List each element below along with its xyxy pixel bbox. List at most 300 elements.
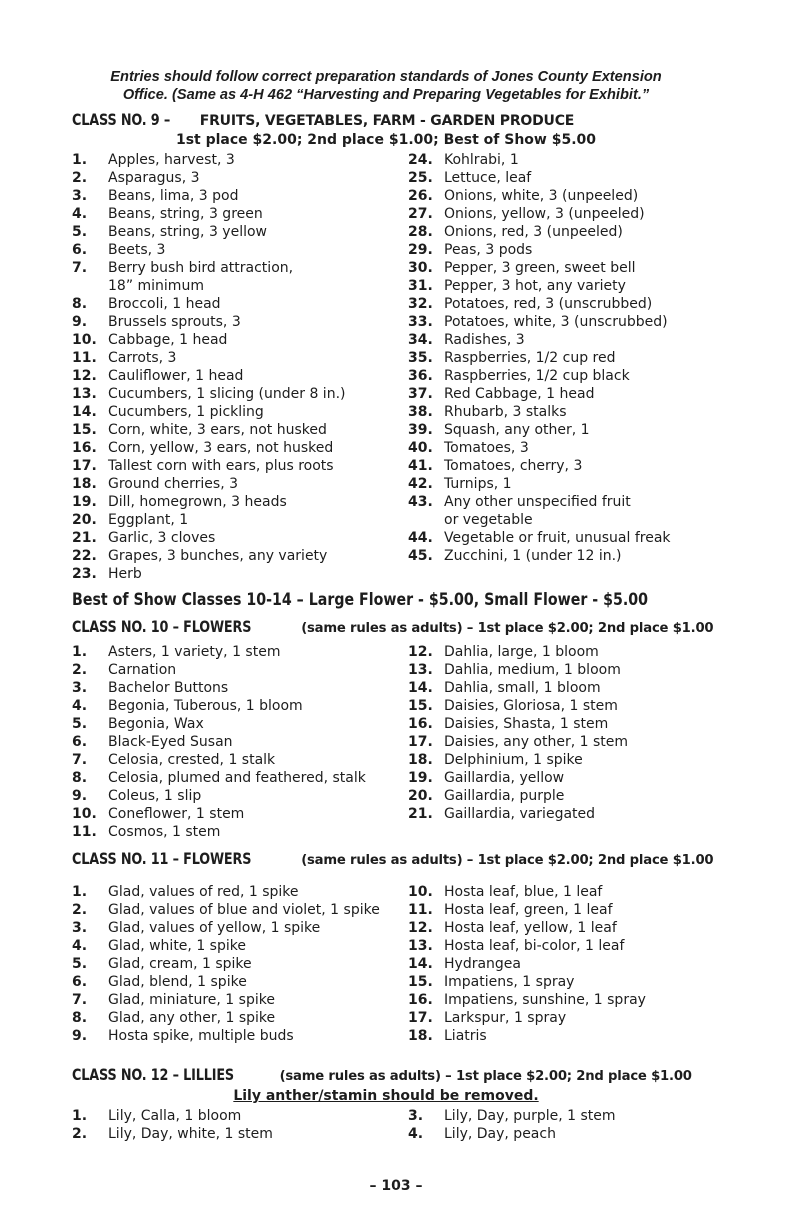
item-label: Hosta leaf, bi-color, 1 leaf — [444, 938, 625, 954]
item-label: Onions, yellow, 3 (unpeeled) — [444, 206, 645, 222]
item-label: Corn, yellow, 3 ears, not husked — [108, 440, 334, 456]
list-item — [72, 769, 408, 787]
list-item — [408, 805, 700, 823]
list-item — [408, 511, 700, 529]
item-number: 26. — [408, 188, 433, 204]
item-label: Beets, 3 — [108, 242, 166, 258]
item-number: 3. — [72, 680, 88, 696]
item-label: Ground cherries, 3 — [108, 476, 238, 492]
list-item — [408, 241, 700, 259]
item-number: 29. — [408, 242, 433, 258]
item-label: Glad, values of red, 1 spike — [108, 884, 299, 900]
item-number: 23. — [72, 566, 97, 582]
item-number: 17. — [408, 734, 433, 750]
list-item — [408, 529, 700, 547]
list-item — [72, 733, 408, 751]
list-item — [72, 1027, 408, 1045]
item-number: 1. — [72, 1108, 88, 1124]
class-12-rules: (same rules as adults) – 1st place $2.00; 2nd place $1.00 — [279, 1069, 692, 1084]
item-number: 4. — [72, 938, 88, 954]
item-label: Lily, Day, peach — [444, 1126, 556, 1142]
item-label: Hydrangea — [444, 956, 521, 972]
list-item — [408, 1009, 700, 1027]
item-number: 3. — [408, 1108, 424, 1124]
list-item — [408, 493, 700, 511]
item-label: Cucumbers, 1 pickling — [108, 404, 264, 420]
item-label: Tomatoes, 3 — [444, 440, 529, 456]
list-item — [408, 169, 700, 187]
item-label: Cosmos, 1 stem — [108, 824, 221, 840]
item-label: Kohlrabi, 1 — [444, 152, 519, 168]
item-number: 33. — [408, 314, 433, 330]
item-label: Lily, Day, purple, 1 stem — [444, 1108, 616, 1124]
item-number: 2. — [72, 662, 88, 678]
item-number: 7. — [72, 260, 88, 276]
item-label: Glad, values of blue and violet, 1 spike — [108, 902, 380, 918]
item-label: Onions, white, 3 (unpeeled) — [444, 188, 639, 204]
item-label: Broccoli, 1 head — [108, 296, 221, 312]
item-number: 5. — [72, 716, 88, 732]
item-number: 22. — [72, 548, 97, 564]
item-label: Lettuce, leaf — [444, 170, 532, 186]
item-label: Squash, any other, 1 — [444, 422, 590, 438]
item-label: Bachelor Buttons — [108, 680, 229, 696]
class-9-left-column — [72, 151, 408, 583]
list-item — [408, 403, 700, 421]
list-item — [72, 241, 408, 259]
item-number: 3. — [72, 188, 88, 204]
item-number: 14. — [72, 404, 97, 420]
class-11-heading — [72, 849, 714, 871]
list-item — [72, 547, 408, 565]
item-label: Raspberries, 1/2 cup black — [444, 368, 630, 384]
list-item — [72, 151, 408, 169]
item-label: Any other unspecified fruit — [444, 494, 631, 510]
item-number: 13. — [408, 662, 433, 678]
item-number: 13. — [408, 938, 433, 954]
item-label: Onions, red, 3 (unpeeled) — [444, 224, 623, 240]
item-label: Black-Eyed Susan — [108, 734, 233, 750]
item-number: 37. — [408, 386, 433, 402]
item-number: 10. — [72, 332, 97, 348]
item-number: 11. — [72, 350, 97, 366]
item-number: 39. — [408, 422, 433, 438]
list-item — [408, 385, 700, 403]
list-item — [408, 937, 700, 955]
item-number: 15. — [408, 698, 433, 714]
list-item — [72, 1107, 408, 1125]
item-number: 10. — [408, 884, 433, 900]
item-label: Pepper, 3 hot, any variety — [444, 278, 626, 294]
item-label: Hosta leaf, blue, 1 leaf — [444, 884, 603, 900]
item-number: 17. — [72, 458, 97, 474]
item-label: Carnation — [108, 662, 177, 678]
class-10-list — [72, 643, 700, 841]
class-9-list — [72, 151, 700, 583]
item-label: Eggplant, 1 — [108, 512, 189, 528]
class-12-label: CLASS NO. 12 – LILLIES — [72, 1065, 234, 1084]
item-label: Lily, Day, white, 1 stem — [108, 1126, 273, 1142]
list-item — [408, 883, 700, 901]
item-label: Glad, any other, 1 spike — [108, 1010, 276, 1026]
class-12-note: Lily anther/stamin should be removed. — [233, 1088, 539, 1104]
item-number: 11. — [408, 902, 433, 918]
item-label: Brussels sprouts, 3 — [108, 314, 241, 330]
class-11-left-column — [72, 883, 408, 1045]
item-label: Glad, blend, 1 spike — [108, 974, 247, 990]
list-item — [408, 151, 700, 169]
item-number: 12. — [408, 644, 433, 660]
item-label: Peas, 3 pods — [444, 242, 533, 258]
item-label: Radishes, 3 — [444, 332, 525, 348]
item-label: Rhubarb, 3 stalks — [444, 404, 567, 420]
list-item — [408, 277, 700, 295]
list-item — [72, 493, 408, 511]
best-of-show-heading: Best of Show Classes 10-14 – Large Flower - $5.00, Small Flower - $5.00 — [72, 590, 649, 609]
item-number: 4. — [72, 698, 88, 714]
item-number: 21. — [408, 806, 433, 822]
list-item — [72, 1125, 408, 1143]
list-item — [408, 661, 700, 679]
item-number: 12. — [72, 368, 97, 384]
item-label: Cauliflower, 1 head — [108, 368, 244, 384]
list-item — [72, 313, 408, 331]
list-item — [408, 715, 700, 733]
item-number: 45. — [408, 548, 433, 564]
list-item — [72, 973, 408, 991]
item-number: 13. — [72, 386, 97, 402]
item-number: 12. — [408, 920, 433, 936]
item-label: Potatoes, red, 3 (unscrubbed) — [444, 296, 653, 312]
item-label: Apples, harvest, 3 — [108, 152, 235, 168]
item-number: 5. — [72, 224, 88, 240]
item-number: 43. — [408, 494, 433, 510]
item-number: 20. — [72, 512, 97, 528]
item-label: Daisies, any other, 1 stem — [444, 734, 629, 750]
list-item — [72, 475, 408, 493]
list-item — [408, 769, 700, 787]
item-number: 6. — [72, 974, 88, 990]
list-item — [408, 733, 700, 751]
item-label: Begonia, Wax — [108, 716, 204, 732]
list-item — [408, 223, 700, 241]
list-item — [408, 787, 700, 805]
list-item — [408, 1027, 700, 1045]
class-12-list — [72, 1107, 700, 1143]
item-label: Impatiens, 1 spray — [444, 974, 575, 990]
list-item — [72, 187, 408, 205]
list-item — [72, 883, 408, 901]
list-item — [72, 823, 408, 841]
list-item — [408, 973, 700, 991]
intro-line-2: Office. (Same as 4-H 462 “Harvesting and Preparing Vegetables for Exhibit.” — [122, 87, 650, 103]
item-number: 1. — [72, 152, 88, 168]
item-number: 36. — [408, 368, 433, 384]
list-item — [408, 457, 700, 475]
item-label: Celosia, plumed and feathered, stalk — [108, 770, 366, 786]
list-item — [72, 403, 408, 421]
list-item — [72, 349, 408, 367]
list-item — [72, 205, 408, 223]
list-item — [408, 187, 700, 205]
list-item — [408, 421, 700, 439]
item-label: Tomatoes, cherry, 3 — [444, 458, 583, 474]
item-number: 7. — [72, 752, 88, 768]
item-label: Daisies, Gloriosa, 1 stem — [444, 698, 618, 714]
class-9-heading — [72, 110, 700, 131]
list-item — [408, 367, 700, 385]
item-number: 14. — [408, 956, 433, 972]
list-item — [72, 751, 408, 769]
item-label: Celosia, crested, 1 stalk — [108, 752, 276, 768]
item-label: Grapes, 3 bunches, any variety — [108, 548, 328, 564]
item-label: Red Cabbage, 1 head — [444, 386, 595, 402]
item-number: 19. — [72, 494, 97, 510]
item-label: Lily, Calla, 1 bloom — [108, 1108, 242, 1124]
class-9-label: CLASS NO. 9 – — [72, 110, 171, 129]
list-item — [72, 643, 408, 661]
item-number: 3. — [72, 920, 88, 936]
page-number: – 103 – — [369, 1178, 423, 1194]
item-label: Tallest corn with ears, plus roots — [108, 458, 334, 474]
list-item — [72, 331, 408, 349]
item-number: 16. — [408, 992, 433, 1008]
item-label: Carrots, 3 — [108, 350, 177, 366]
list-item — [72, 715, 408, 733]
item-label: Hosta spike, multiple buds — [108, 1028, 294, 1044]
item-number: 28. — [408, 224, 433, 240]
list-item — [72, 679, 408, 697]
item-number: 18. — [72, 476, 97, 492]
item-number: 15. — [72, 422, 97, 438]
item-number: 2. — [72, 170, 88, 186]
item-label: Delphinium, 1 spike — [444, 752, 583, 768]
item-number: 44. — [408, 530, 433, 546]
item-number: 4. — [408, 1126, 424, 1142]
item-label: or vegetable — [444, 512, 533, 528]
class-9-prizes: 1st place $2.00; 2nd place $1.00; Best of Show $5.00 — [175, 132, 597, 148]
class-10-left-column — [72, 643, 408, 841]
item-number: 11. — [72, 824, 97, 840]
item-label: Asparagus, 3 — [108, 170, 200, 186]
item-number: 24. — [408, 152, 433, 168]
page-content — [72, 68, 714, 1143]
list-item — [72, 565, 408, 583]
list-item — [72, 295, 408, 313]
item-label: Cucumbers, 1 slicing (under 8 in.) — [108, 386, 346, 402]
list-item — [72, 787, 408, 805]
class-11-label: CLASS NO. 11 – FLOWERS — [72, 849, 252, 868]
item-number: 9. — [72, 314, 88, 330]
item-label: Glad, cream, 1 spike — [108, 956, 252, 972]
item-label: Dill, homegrown, 3 heads — [108, 494, 287, 510]
item-label: Cabbage, 1 head — [108, 332, 228, 348]
list-item — [72, 991, 408, 1009]
list-item — [72, 367, 408, 385]
list-item — [72, 277, 408, 295]
list-item — [408, 679, 700, 697]
class-11-rules: (same rules as adults) – 1st place $2.00; 2nd place $1.00 — [301, 853, 714, 868]
item-label: Hosta leaf, yellow, 1 leaf — [444, 920, 617, 936]
item-label: Corn, white, 3 ears, not husked — [108, 422, 327, 438]
class-9-right-column — [408, 151, 700, 583]
list-item — [408, 751, 700, 769]
item-number: 38. — [408, 404, 433, 420]
item-number: 21. — [72, 530, 97, 546]
item-label: Asters, 1 variety, 1 stem — [108, 644, 281, 660]
list-item — [408, 547, 700, 565]
item-label: Zucchini, 1 (under 12 in.) — [444, 548, 622, 564]
item-number: 40. — [408, 440, 433, 456]
item-label: Gaillardia, purple — [444, 788, 565, 804]
list-item — [408, 1107, 700, 1125]
class-10-rules: (same rules as adults) – 1st place $2.00; 2nd place $1.00 — [301, 621, 714, 636]
item-number: 2. — [72, 902, 88, 918]
item-label: Beans, string, 3 yellow — [108, 224, 268, 240]
list-item — [72, 421, 408, 439]
list-item — [72, 529, 408, 547]
item-number: 1. — [72, 884, 88, 900]
intro-note — [72, 68, 700, 104]
item-number: 35. — [408, 350, 433, 366]
list-item — [408, 1125, 700, 1143]
class-10-label: CLASS NO. 10 – FLOWERS — [72, 617, 252, 636]
list-item — [72, 169, 408, 187]
item-label: 18” minimum — [108, 278, 204, 294]
list-item — [72, 919, 408, 937]
item-label: Daisies, Shasta, 1 stem — [444, 716, 609, 732]
item-number — [408, 511, 444, 529]
class-12-left-column — [72, 1107, 408, 1143]
item-number: 8. — [72, 1010, 88, 1026]
item-label: Dahlia, large, 1 bloom — [444, 644, 599, 660]
item-label: Gaillardia, yellow — [444, 770, 565, 786]
item-number: 2. — [72, 1126, 88, 1142]
item-number: 31. — [408, 278, 433, 294]
item-label: Hosta leaf, green, 1 leaf — [444, 902, 613, 918]
class-12-right-column — [408, 1107, 700, 1143]
item-label: Herb — [108, 566, 142, 582]
list-item — [408, 955, 700, 973]
list-item — [72, 955, 408, 973]
list-item — [72, 937, 408, 955]
list-item — [72, 661, 408, 679]
list-item — [408, 313, 700, 331]
list-item — [408, 991, 700, 1009]
item-label: Larkspur, 1 spray — [444, 1010, 567, 1026]
list-item — [408, 475, 700, 493]
item-number: 25. — [408, 170, 433, 186]
class-10-heading — [72, 617, 714, 639]
item-number: 15. — [408, 974, 433, 990]
list-item — [408, 331, 700, 349]
item-label: Impatiens, sunshine, 1 spray — [444, 992, 646, 1008]
item-number: 42. — [408, 476, 433, 492]
list-item — [72, 223, 408, 241]
item-number: 17. — [408, 1010, 433, 1026]
intro-line-1: Entries should follow correct preparation standards of Jones County Extension — [110, 69, 662, 85]
item-number: 41. — [408, 458, 433, 474]
item-number: 32. — [408, 296, 433, 312]
item-label: Beans, lima, 3 pod — [108, 188, 239, 204]
list-item — [408, 205, 700, 223]
list-item — [72, 259, 408, 277]
list-item — [72, 457, 408, 475]
list-item — [72, 901, 408, 919]
item-label: Vegetable or fruit, unusual freak — [444, 530, 671, 546]
list-item — [72, 511, 408, 529]
class-9-title: FRUITS, VEGETABLES, FARM - GARDEN PRODUCE — [199, 113, 575, 129]
class-11-right-column — [408, 883, 700, 1045]
list-item — [72, 697, 408, 715]
item-label: Glad, white, 1 spike — [108, 938, 246, 954]
item-number: 20. — [408, 788, 433, 804]
item-label: Liatris — [444, 1028, 487, 1044]
item-number: 18. — [408, 752, 433, 768]
item-number: 5. — [72, 956, 88, 972]
item-label: Berry bush bird attraction, — [108, 260, 294, 276]
item-label: Coneflower, 1 stem — [108, 806, 245, 822]
item-number: 1. — [72, 644, 88, 660]
item-number: 4. — [72, 206, 88, 222]
item-number: 6. — [72, 734, 88, 750]
list-item — [408, 919, 700, 937]
item-label: Potatoes, white, 3 (unscrubbed) — [444, 314, 668, 330]
item-number: 18. — [408, 1028, 433, 1044]
item-number: 6. — [72, 242, 88, 258]
class-12-heading — [72, 1065, 700, 1087]
class-10-right-column — [408, 643, 700, 841]
item-number: 30. — [408, 260, 433, 276]
item-label: Gaillardia, variegated — [444, 806, 596, 822]
list-item — [408, 697, 700, 715]
item-number: 16. — [408, 716, 433, 732]
item-label: Begonia, Tuberous, 1 bloom — [108, 698, 303, 714]
item-label: Pepper, 3 green, sweet bell — [444, 260, 636, 276]
item-label: Turnips, 1 — [444, 476, 512, 492]
list-item — [408, 439, 700, 457]
item-number: 9. — [72, 788, 88, 804]
item-label: Beans, string, 3 green — [108, 206, 263, 222]
item-label: Dahlia, medium, 1 bloom — [444, 662, 621, 678]
list-item — [72, 439, 408, 457]
list-item — [408, 259, 700, 277]
list-item — [72, 805, 408, 823]
item-number: 27. — [408, 206, 433, 222]
item-label: Garlic, 3 cloves — [108, 530, 216, 546]
list-item — [408, 349, 700, 367]
item-number: 34. — [408, 332, 433, 348]
item-number: 9. — [72, 1028, 88, 1044]
item-label: Glad, values of yellow, 1 spike — [108, 920, 321, 936]
item-number: 14. — [408, 680, 433, 696]
item-number: 8. — [72, 770, 88, 786]
item-number — [72, 277, 108, 295]
list-item — [72, 1009, 408, 1027]
item-number: 8. — [72, 296, 88, 312]
item-label: Raspberries, 1/2 cup red — [444, 350, 616, 366]
item-number: 16. — [72, 440, 97, 456]
item-number: 10. — [72, 806, 97, 822]
item-label: Dahlia, small, 1 bloom — [444, 680, 601, 696]
item-number: 7. — [72, 992, 88, 1008]
item-label: Glad, miniature, 1 spike — [108, 992, 275, 1008]
item-number: 19. — [408, 770, 433, 786]
class-11-list — [72, 883, 700, 1045]
list-item — [72, 385, 408, 403]
item-label: Coleus, 1 slip — [108, 788, 202, 804]
list-item — [408, 643, 700, 661]
